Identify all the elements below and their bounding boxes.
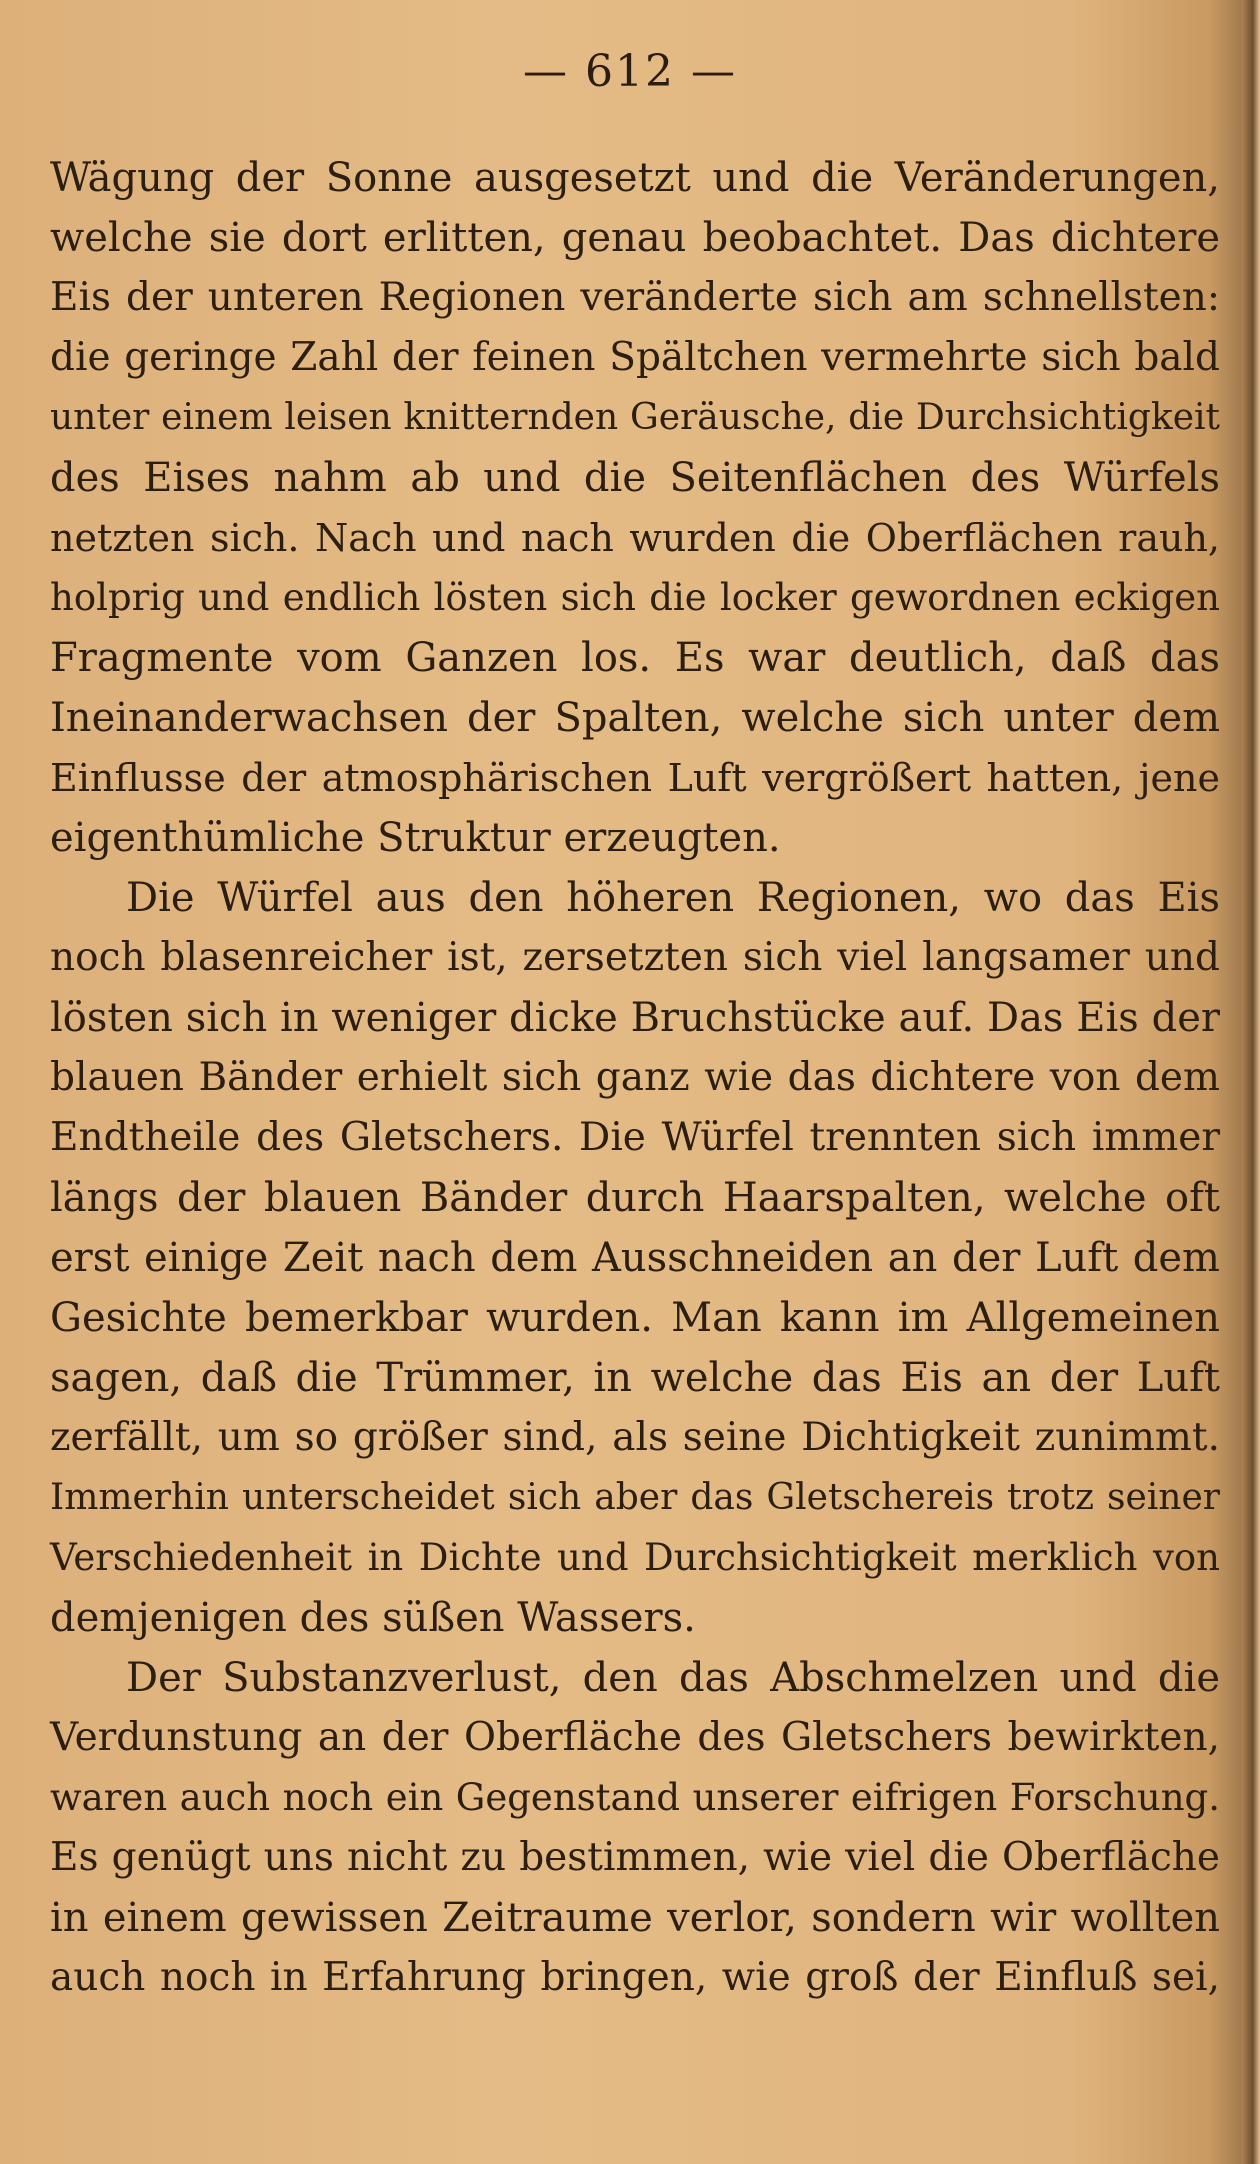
text-line: Immerhin unterscheidet sich aber das Gletschereis trotz seiner <box>50 1477 1220 1518</box>
text-line: noch blasenreicher ist, zersetzten sich viel langsamer und <box>50 935 1220 980</box>
text-line: Verschiedenheit in Dichte und Durchsichtigkeit merklich von <box>50 1536 1220 1579</box>
text-line: holprig und endlich lösten sich die locker gewordnen eckigen <box>50 576 1220 619</box>
text-line: demjenigen des süßen Wassers. <box>50 1595 696 1641</box>
text-line: Eis der unteren Regionen veränderte sich am schnellsten: <box>50 275 1220 320</box>
text-line: die geringe Zahl der feinen Spältchen vermehrte sich bald <box>50 335 1220 380</box>
text-line: zerfällt, um so größer sind, als seine Dichtigkeit zunimmt. <box>50 1415 1220 1460</box>
text-line: blauen Bänder erhielt sich ganz wie das dichtere von dem <box>50 1055 1220 1100</box>
text-line: netzten sich. Nach und nach wurden die Oberflächen rauh, <box>50 516 1220 560</box>
page-number: — 612 — <box>523 46 737 97</box>
text-line: waren auch noch ein Gegenstand unserer eifrigen Forschung. <box>50 1776 1220 1819</box>
text-line: Die Würfel aus den höheren Regionen, wo das Eis <box>126 875 1220 921</box>
text-line: welche sie dort erlitten, genau beobachtet. Das dichtere <box>50 215 1220 261</box>
text-line: unter einem leisen knitternden Geräusche, die Durchsichtigkeit <box>50 397 1220 438</box>
text-line: Der Substanzverlust, den das Abschmelzen und die <box>126 1655 1220 1701</box>
text-line: Endtheile des Gletschers. Die Würfel trennten sich immer <box>50 1115 1220 1160</box>
text-line: längs der blauen Bänder durch Haarspalten, welche oft <box>50 1175 1220 1221</box>
text-line: Ineinanderwachsen der Spalten, welche sich unter dem <box>50 695 1220 741</box>
text-line: sagen, daß die Trümmer, in welche das Eis an der Luft <box>50 1355 1220 1401</box>
text-line: auch noch in Erfahrung bringen, wie groß der Einfluß sei, <box>50 1955 1220 2000</box>
text-line: des Eises nahm ab und die Seitenflächen des Würfels <box>50 455 1220 501</box>
body-text <box>50 148 1220 2008</box>
text-line: Gesichte bemerkbar wurden. Man kann im Allgemeinen <box>50 1295 1220 1341</box>
text-line: Verdunstung an der Oberfläche des Gletschers bewirkten, <box>50 1715 1220 1760</box>
text-line: in einem gewissen Zeitraume verlor, sondern wir wollten <box>50 1895 1220 1941</box>
page-edge <box>1242 0 1260 2164</box>
text-line: Es genügt uns nicht zu bestimmen, wie viel die Oberfläche <box>50 1835 1220 1880</box>
text-line: erst einige Zeit nach dem Ausschneiden an der Luft dem <box>50 1235 1220 1281</box>
text-line: lösten sich in weniger dicke Bruchstücke auf. Das Eis der <box>50 995 1220 1041</box>
text-line: Einflusse der atmosphärischen Luft vergrößert hatten, jene <box>50 756 1220 800</box>
text-line: Wägung der Sonne ausgesetzt und die Veränderungen, <box>50 155 1220 201</box>
text-line: eigenthümliche Struktur erzeugten. <box>50 815 781 861</box>
text-line: Fragmente vom Ganzen los. Es war deutlich, daß das <box>50 635 1220 681</box>
